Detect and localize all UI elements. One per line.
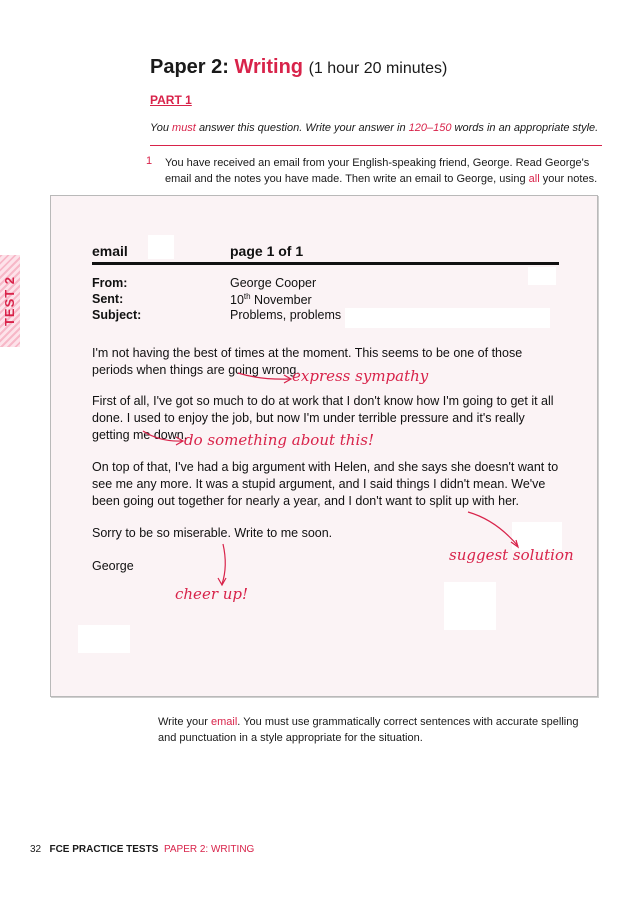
arrow-suggest-solution — [468, 512, 518, 546]
instruction-must: must — [172, 122, 196, 134]
sent-suffix: th — [243, 292, 251, 301]
footer-post: . You must use grammatically correct sentences with accurate spelling and punctuation in a style appropriate for the situation. — [158, 716, 579, 744]
arrow-do-something — [143, 431, 182, 441]
section-title: PAPER 2: WRITING — [163, 844, 255, 855]
note-suggest-solution: suggest solution — [449, 546, 574, 564]
paper-subject: Writing — [234, 56, 304, 78]
email-page: page 1 of 1 — [230, 243, 304, 259]
email-paragraph-1: I'm not having the best of times at the moment. This seems to be one of those periods when things are going wrong. — [92, 346, 523, 377]
page-number: 32 — [30, 844, 42, 855]
email-paragraph-3: On top of that, I've had a big argument with Helen, and she says she doesn't want to see me any more. It was a stupid argument, and I said things I didn't mean. We've been going out together for nearly a year, and I don't want to split up with her. — [92, 460, 559, 508]
part-label: PART 1 — [150, 93, 192, 107]
note-cheer-up: cheer up! — [175, 585, 249, 603]
from-value: George Cooper — [230, 276, 317, 290]
task-number: 1 — [146, 155, 153, 167]
note-do-something: do something about this! — [184, 431, 374, 449]
task-text-post: your notes. — [542, 173, 598, 185]
instruction-pre: You — [150, 122, 169, 134]
sent-label: Sent: — [92, 292, 124, 306]
note-express-sympathy: express sympathy — [292, 367, 429, 385]
from-label: From: — [92, 276, 128, 290]
paper-duration: (1 hour 20 minutes) — [308, 60, 448, 77]
email-paragraph-4: Sorry to be so miserable. Write to me soon. — [92, 526, 333, 540]
sent-day: 10 — [230, 293, 244, 308]
arrow-head-4 — [218, 578, 226, 585]
footer-email-word: email — [210, 716, 238, 728]
email-paragraph-2: First of all, I've got so much to do at work that I don't know how I'm going to get it all done. I used to enjoy the job, but now I'm under terrible pressure and it's really getting me down. — [92, 394, 554, 442]
email-signoff: George — [92, 559, 134, 573]
instruction-post: words in an appropriate style. — [454, 122, 599, 134]
email-label: email — [92, 243, 128, 259]
footer-instruction — [158, 714, 598, 746]
arrow-express-sympathy — [238, 373, 290, 379]
instruction-word-count: 120–150 — [408, 122, 452, 134]
subject-value: Problems, problems — [230, 308, 342, 322]
footer-pre: Write your — [158, 716, 208, 728]
instruction-mid: answer this question. Write your answer in — [198, 122, 406, 134]
sent-month: November — [250, 293, 312, 308]
paper-label: Paper 2: — [150, 56, 229, 78]
book-title: FCE PRACTICE TESTS — [49, 844, 159, 855]
subject-label: Subject: — [92, 308, 142, 322]
arrow-cheer-up — [222, 544, 225, 584]
task-text-pre: You have received an email from your English-speaking friend, George. Read George's email and the notes you have made. Then write an email to George, using — [165, 157, 590, 185]
side-tab-label: TEST 2 — [2, 275, 17, 327]
page-footer — [30, 844, 254, 855]
task-text-all: all — [528, 173, 540, 185]
